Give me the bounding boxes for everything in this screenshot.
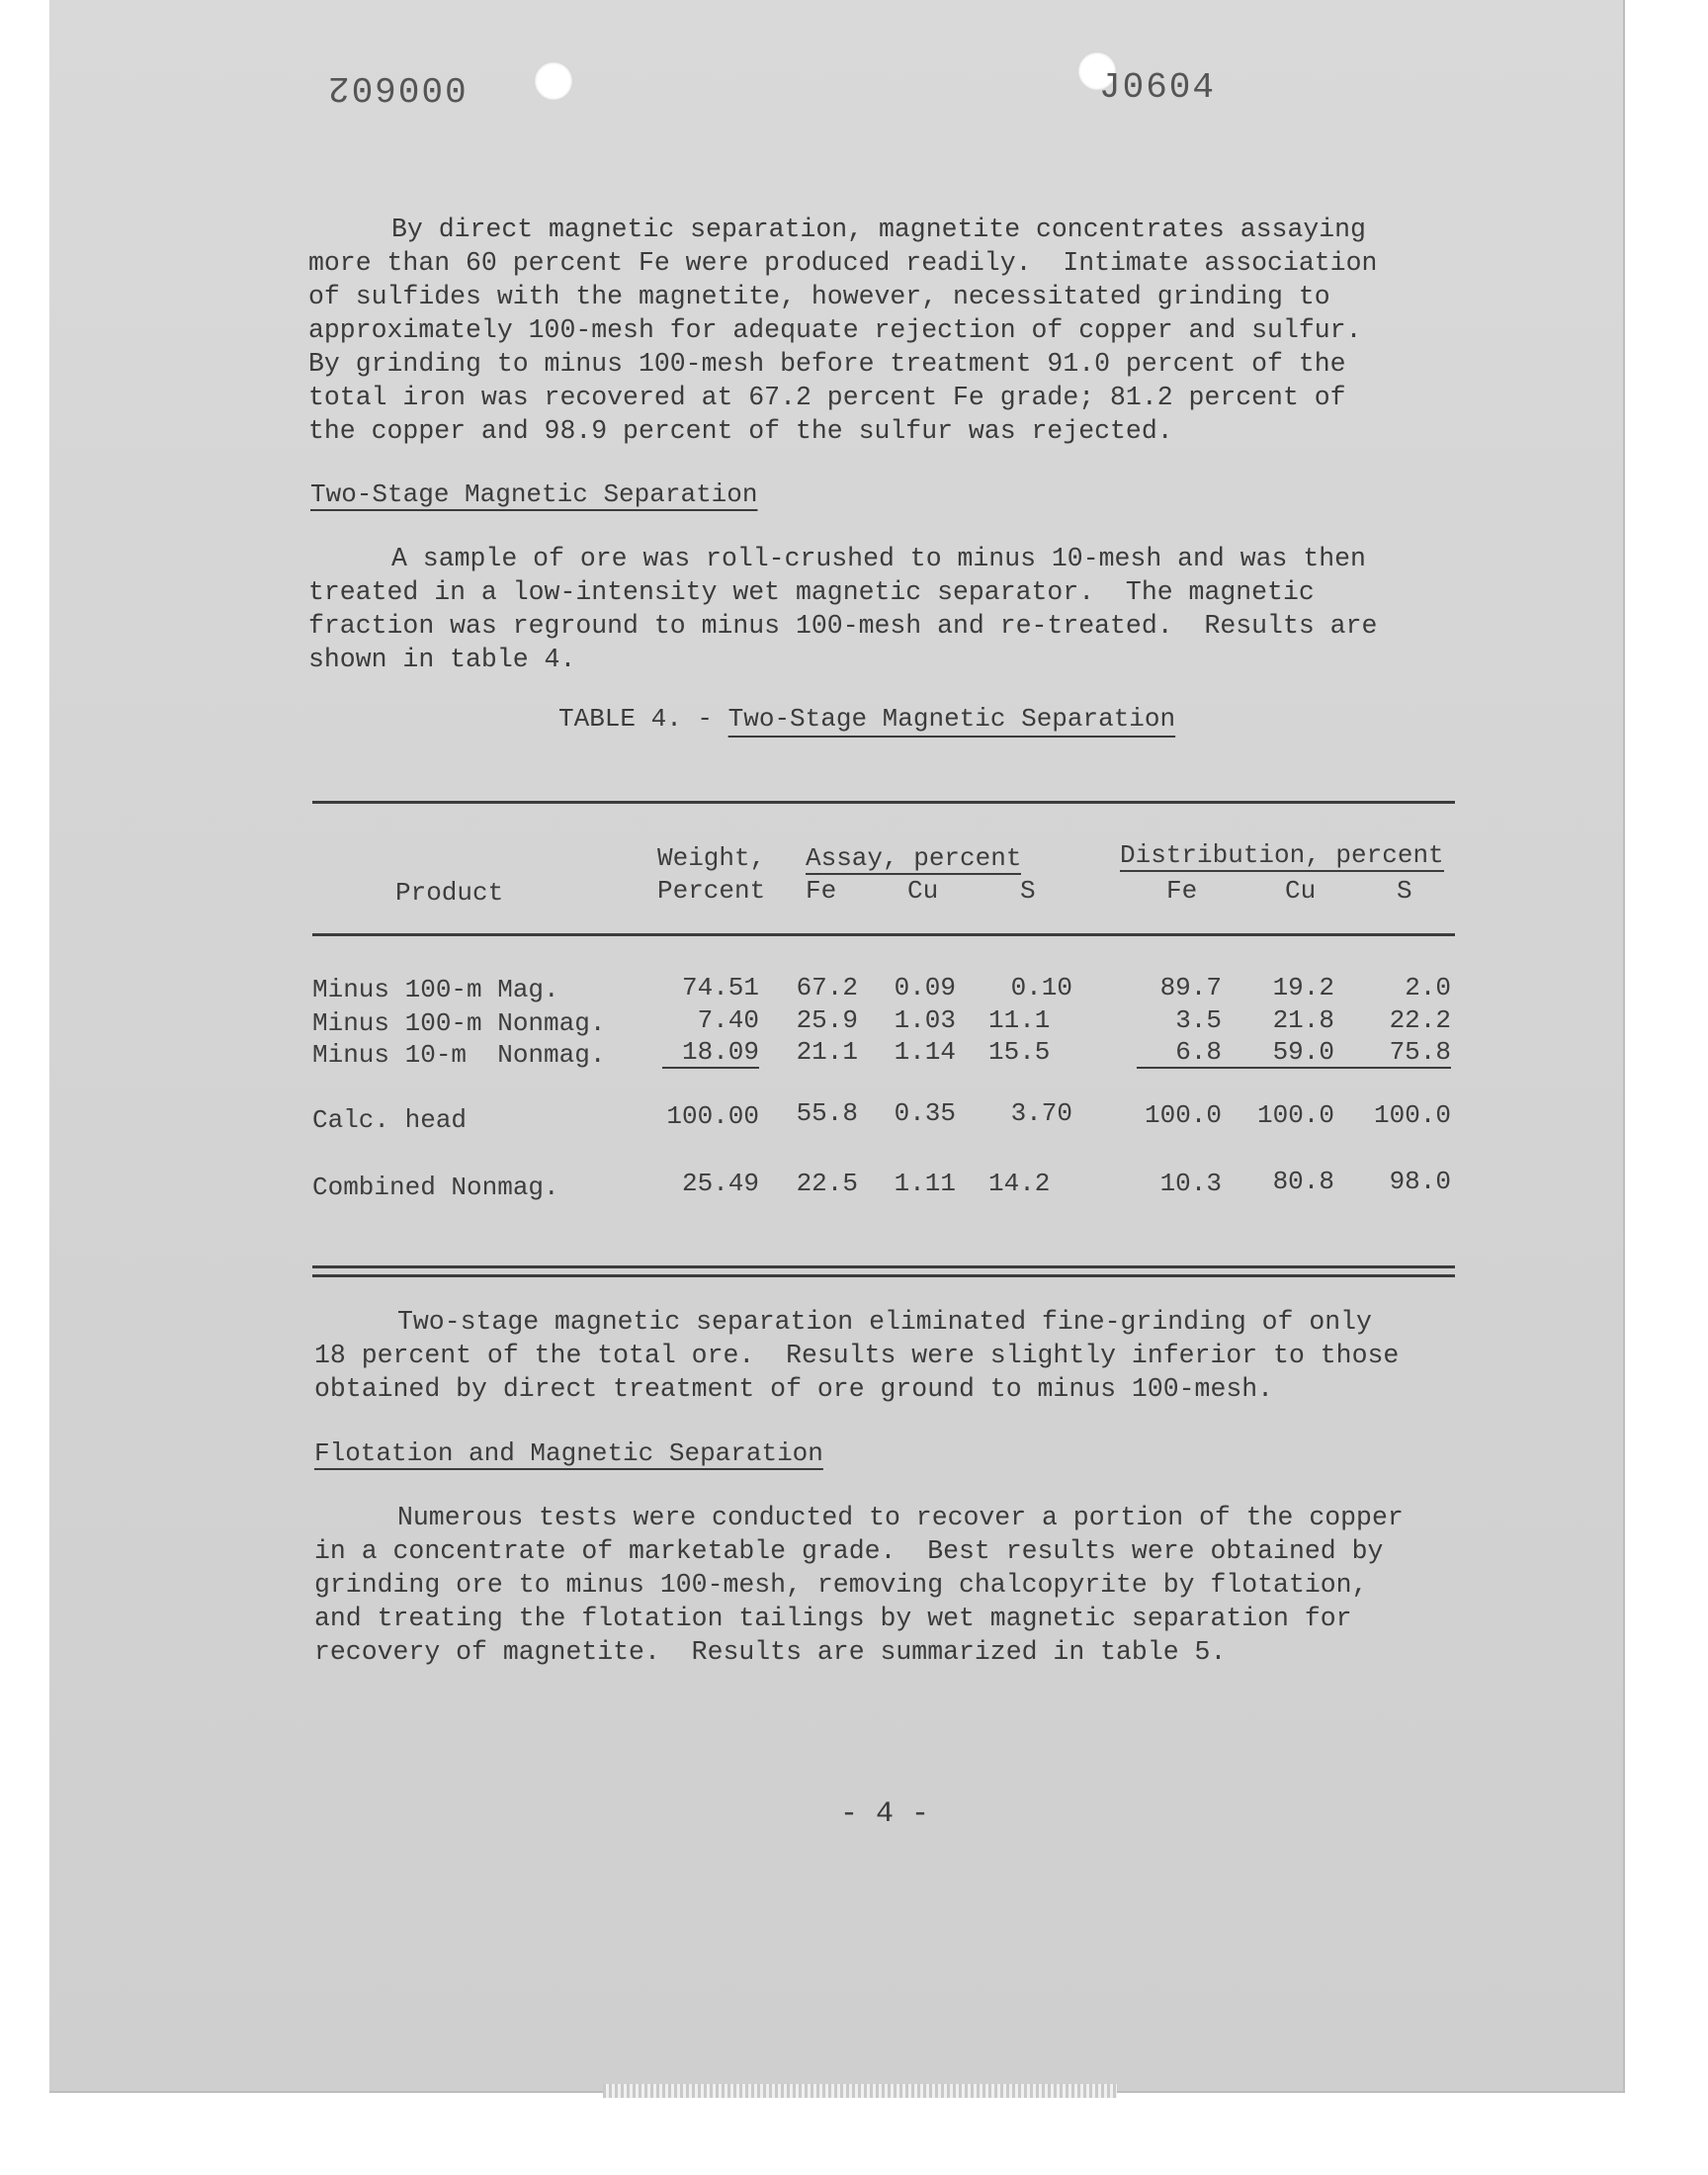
header-dist-cu: Cu	[1285, 876, 1317, 906]
row-3-s: 15.5	[988, 1037, 1051, 1067]
row-3-fe: 21.1	[796, 1037, 858, 1067]
row-5-dist-fe: 10.3	[1159, 1169, 1222, 1198]
row-5-cu: 1.11	[894, 1169, 956, 1198]
row-5-dist-s: 98.0	[1389, 1167, 1451, 1196]
row-3-dist-s: 75.8	[1334, 1037, 1451, 1069]
header-distribution: Distribution, percent	[1120, 840, 1444, 870]
header-product: Product	[395, 878, 504, 908]
row-2-dist-cu: 21.8	[1272, 1005, 1334, 1035]
table-top-rule	[312, 801, 1455, 804]
table-title-text: Two-Stage Magnetic Separation	[727, 704, 1176, 734]
header-assay-cu: Cu	[907, 876, 939, 906]
table-bottom-rule-2	[312, 1274, 1455, 1277]
row-2-fe: 25.9	[796, 1005, 858, 1035]
row-2-cu: 1.03	[894, 1005, 956, 1035]
row-2-s: 11.1	[988, 1005, 1051, 1035]
row-1-cu: 0.09	[894, 973, 956, 1002]
row-1-dist-cu: 19.2	[1272, 973, 1334, 1002]
table-header-rule	[312, 933, 1455, 936]
header-assay-fe: Fe	[806, 876, 837, 906]
row-1-s: 0.10	[1010, 973, 1072, 1002]
row-3-dist-cu: 59.0	[1222, 1037, 1334, 1069]
row-5-s: 14.2	[988, 1169, 1051, 1198]
row-2-dist-s: 22.2	[1389, 1005, 1451, 1035]
row-3-product: Minus 10-m Nonmag.	[312, 1040, 606, 1070]
row-4-cu: 0.35	[894, 1098, 956, 1128]
scan-artifact	[603, 2084, 1117, 2098]
table-title	[558, 704, 1175, 734]
row-3-dist-fe: 6.8	[1137, 1037, 1222, 1069]
document-number-stamp-right: J0604	[1099, 67, 1217, 108]
row-4-s: 3.70	[1010, 1098, 1072, 1128]
row-4-product: Calc. head	[312, 1105, 468, 1135]
row-2-dist-fe: 3.5	[1175, 1005, 1222, 1035]
table-bottom-rule-1	[312, 1265, 1455, 1268]
intro-paragraph: By direct magnetic separation, magnetite concentrates assaying more than 60 percent Fe were produced readily. Intimate association of sulfides with the magnetite, however, necessitated grinding to approximately 100-mesh for adequate rejection of copper and sulfur. By grinding to minus 100-mesh before treatment 91.0 percent of the total iron was recovered at 67.2 percent Fe grade; 81.2 percent of the copper and 98.9 percent of the sulfur was rejected.	[308, 215, 1378, 446]
row-1-dist-s: 2.0	[1405, 973, 1451, 1002]
row-4-dist-s: 100.0	[1373, 1100, 1451, 1130]
row-5-fe: 22.5	[796, 1169, 858, 1198]
row-4-weight: 100.00	[666, 1101, 759, 1131]
row-2-weight: 7.40	[697, 1005, 759, 1035]
row-2-product: Minus 100-m Nonmag.	[312, 1008, 606, 1038]
section-heading-flotation: Flotation and Magnetic Separation	[314, 1438, 823, 1468]
after-table-paragraph: Two-stage magnetic separation eliminated fine-grinding of only 18 percent of the total ore. Results were slightly inferior to those obtained by direct treatment of ore ground to minus 100-mesh.	[314, 1307, 1400, 1404]
page-number: - 4 -	[840, 1797, 930, 1831]
flotation-paragraph: Numerous tests were conducted to recover a portion of the copper in a concentrate of marketable grade. Best results were obtained by grinding ore to minus 100-mesh, removing chalcopyrite by flotation, and treating the flotation tailings by wet magnetic separation for recovery of magnetite. Results are summarized in table 5.	[314, 1503, 1404, 1667]
document-number-stamp-left: 000602	[326, 67, 467, 108]
row-1-dist-fe: 89.7	[1159, 973, 1222, 1002]
row-5-product: Combined Nonmag.	[312, 1173, 559, 1202]
header-weight-top: Weight,	[657, 843, 766, 873]
row-3-weight: 18.09	[662, 1037, 759, 1069]
table-title-prefix: TABLE 4. -	[558, 704, 728, 734]
row-4-dist-fe: 100.0	[1144, 1100, 1222, 1130]
punch-hole-left	[534, 61, 573, 101]
header-assay-s: S	[1020, 876, 1036, 906]
row-1-fe: 67.2	[796, 973, 858, 1002]
row-3-cu: 1.14	[894, 1037, 956, 1067]
header-dist-fe: Fe	[1166, 876, 1198, 906]
row-4-fe: 55.8	[796, 1098, 858, 1128]
section-heading-two-stage: Two-Stage Magnetic Separation	[310, 479, 758, 509]
row-5-dist-cu: 80.8	[1272, 1167, 1334, 1196]
header-dist-s: S	[1397, 876, 1412, 906]
row-4-dist-cu: 100.0	[1256, 1100, 1334, 1130]
row-1-product: Minus 100-m Mag.	[312, 975, 559, 1004]
row-5-weight: 25.49	[681, 1169, 759, 1198]
header-assay: Assay, percent	[806, 843, 1022, 873]
row-1-weight: 74.51	[681, 973, 759, 1002]
two-stage-paragraph: A sample of ore was roll-crushed to minus 10-mesh and was then treated in a low-intensity wet magnetic separator. The magnetic fraction was reground to minus 100-mesh and re-treated. Results are shown in table 4.	[308, 544, 1378, 674]
header-weight-bottom: Percent	[657, 876, 766, 906]
